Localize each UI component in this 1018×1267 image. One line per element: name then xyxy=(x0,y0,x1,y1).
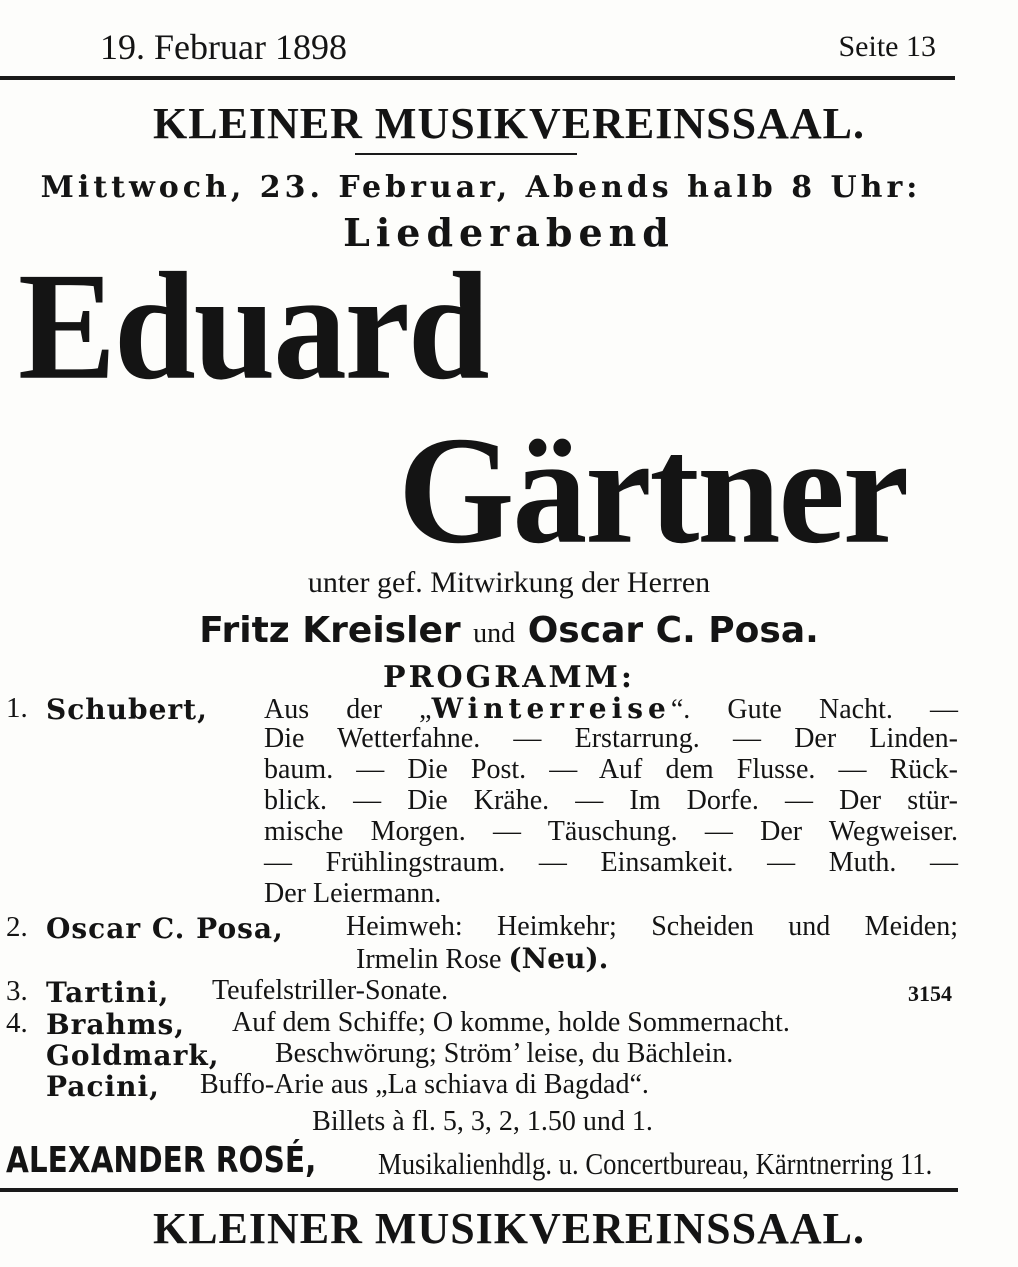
program-heading: PROGRAMM: xyxy=(383,660,635,695)
event-dateline: Mittwoch, 23. Februar, Abends halb 8 Uhr: xyxy=(40,170,922,205)
program-item-1-line-6: — Frühlingstraum. — Einsamkeit. — Muth. — xyxy=(264,847,958,878)
assistant-1: Fritz Kreisler xyxy=(199,610,461,651)
venue-title: KLEINER MUSIKVEREINSSAAL. xyxy=(152,99,866,148)
venue-underline xyxy=(355,153,577,155)
program-item-3-composer: Tartini, xyxy=(46,976,170,1009)
ad-reference-number: 3154 xyxy=(908,981,952,1006)
program-item-1-line-3: baum. — Die Post. — Auf dem Flusse. — Rück- xyxy=(264,754,958,785)
assistant-2: Oscar C. Posa. xyxy=(527,610,819,651)
line-1-prefix: Aus der „ xyxy=(264,694,432,725)
program-item-2-number: 2. xyxy=(6,911,28,943)
program-item-1-number: 1. xyxy=(6,692,28,724)
assisting-artists xyxy=(0,610,1018,651)
footer-rule xyxy=(0,1188,958,1192)
program-item-4c-work: Buffo-Arie aus „La schiava di Bagdad“. xyxy=(200,1069,649,1100)
program-item-1-line-7: Der Leiermann. xyxy=(264,878,442,909)
issue-date: 19. Februar 1898 xyxy=(100,27,347,67)
program-item-2-line-1: Heimweh: Heimkehr; Scheiden und Meiden; xyxy=(346,911,958,942)
program-item-4b-composer: Goldmark, xyxy=(46,1039,220,1072)
header-rule xyxy=(0,76,955,80)
vendor-details-wrap xyxy=(378,1146,1018,1182)
program-item-2-composer: Oscar C. Posa, xyxy=(46,912,284,945)
performer-last-name: Gärtner xyxy=(398,405,908,576)
program-item-1-line-5: mische Morgen. — Täuschung. — Der Wegweiser. xyxy=(264,816,958,847)
program-item-1-composer: Schubert, xyxy=(46,693,208,726)
ticket-prices: Billets à fl. 5, 3, 2, 1.50 und 1. xyxy=(312,1106,653,1137)
event-type: Liederabend xyxy=(343,210,675,255)
assistant-conjunction: und xyxy=(473,618,516,649)
vendor-name: ALEXANDER ROSÉ, xyxy=(6,1140,317,1181)
program-item-1-line-1 xyxy=(264,692,958,726)
program-item-4-composer: Brahms, xyxy=(46,1008,186,1041)
program-item-3-work: Teufelstriller-Sonate. xyxy=(212,975,449,1006)
program-item-1-line-4: blick. — Die Krähe. — Im Dorfe. — Der stür- xyxy=(264,785,958,816)
new-work-tag: (Neu). xyxy=(508,942,609,975)
vendor-details: Musikalienhdlg. u. Concertbureau, Kärntnerring 11. xyxy=(378,1146,933,1181)
program-item-4-work: Auf dem Schiffe; O komme, holde Sommernacht. xyxy=(232,1007,790,1038)
program-item-2-line-2 xyxy=(356,942,608,976)
ticket-vendor xyxy=(6,1140,384,1181)
line-1-suffix: “. Gute Nacht. — xyxy=(670,694,959,725)
program-item-1-line-2: Die Wetterfahne. — Erstarrung. — Der Linden- xyxy=(264,723,958,754)
program-item-4c-composer: Pacini, xyxy=(46,1070,160,1103)
work-title-winterreise: Winterreise xyxy=(431,692,671,725)
program-item-3-number: 3. xyxy=(6,975,28,1007)
performer-first-name: Eduard xyxy=(18,241,488,412)
assist-intro: unter gef. Mitwirkung der Herren xyxy=(307,566,711,599)
program-item-4-number: 4. xyxy=(6,1007,28,1039)
program-item-4b-work: Beschwörung; Ström’ leise, du Bächlein. xyxy=(275,1038,734,1069)
page-number: Seite 13 xyxy=(838,30,936,63)
next-ad-venue-title: KLEINER MUSIKVEREINSSAAL. xyxy=(152,1204,866,1253)
work-title-irmelin-rose: Irmelin Rose xyxy=(356,944,502,975)
